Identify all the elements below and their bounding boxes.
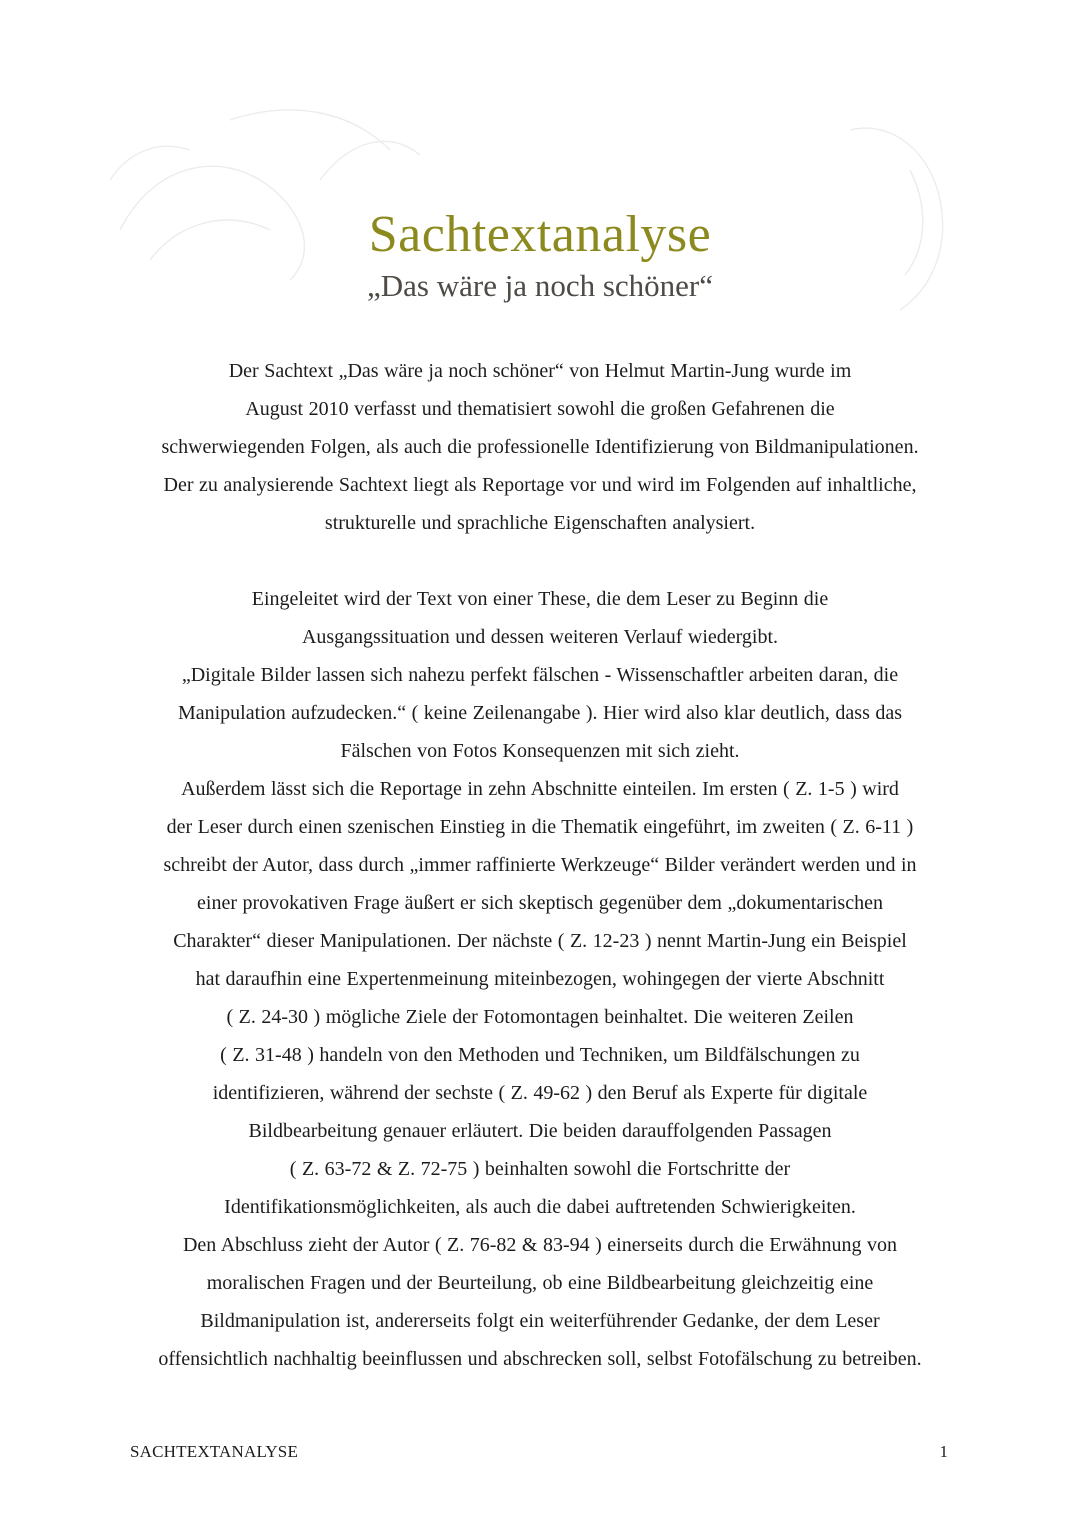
text-line: ( Z. 31-48 ) handeln von den Methoden und Techniken, um Bildfälschungen zu [220,1044,860,1066]
text-line: ( Z. 24-30 ) mögliche Ziele der Fotomontagen beinhaltet. Die weiteren Zeilen [226,1006,854,1028]
text-line: Bildmanipulation ist, andererseits folgt ein weiterführender Gedanke, der dem Leser [200,1310,880,1332]
text-line: Manipulation aufzudecken.“ ( keine Zeilenangabe ). Hier wird also klar deutlich, dass das [177,702,903,724]
text-line: strukturelle und sprachliche Eigenschaften analysiert. [324,512,756,534]
footer-running-title: SACHTEXTANALYSE [130,1442,299,1461]
text-line: ( Z. 63-72 & Z. 72-75 ) beinhalten sowohl die Fortschritte der [289,1158,791,1180]
text-line: Ausgangssituation und dessen weiteren Verlauf wiedergibt. [301,626,779,648]
paragraph-gap [120,542,960,580]
text-line: August 2010 verfasst und thematisiert sowohl die großen Gefahrenen die [245,398,835,420]
text-line: „Digitale Bilder lassen sich nahezu perfekt fälschen - Wissenschaftler arbeiten daran, die [181,664,899,686]
text-line: offensichtlich nachhaltig beeinflussen und abschrecken soll, selbst Fotofälschung zu betreiben. [158,1348,922,1370]
text-line: Eingeleitet wird der Text von einer These, die dem Leser zu Beginn die [251,588,829,610]
text-line: der Leser durch einen szenischen Einstieg in die Thematik eingeführt, im zweiten ( Z. 6-11 ) [166,816,914,838]
text-line: Charakter“ dieser Manipulationen. Der nächste ( Z. 12-23 ) nennt Martin-Jung ein Beispiel [173,930,907,952]
document-title: Sachtextanalyse [368,206,712,263]
text-line: hat daraufhin eine Expertenmeinung miteinbezogen, wohingegen der vierte Abschnitt [195,968,885,990]
text-line: Fälschen von Fotos Konsequenzen mit sich zieht. [340,740,740,762]
text-line: Identifikationsmöglichkeiten, als auch die dabei auftretenden Schwierigkeiten. [224,1196,856,1218]
text-line: Außerdem lässt sich die Reportage in zehn Abschnitte einteilen. Im ersten ( Z. 1-5 ) wird [181,778,899,800]
text-line: einer provokativen Frage äußert er sich skeptisch gegenüber dem „dokumentarischen [197,892,883,914]
page-number: 1 [939,1442,948,1461]
body-text [120,352,960,1378]
text-line: Der Sachtext „Das wäre ja noch schöner“ von Helmut Martin-Jung wurde im [228,360,852,382]
text-line: schwerwiegenden Folgen, als auch die professionelle Identifizierung von Bildmanipulationen. [161,436,919,458]
document-subtitle: „Das wäre ja noch schöner“ [367,268,713,303]
text-line: moralischen Fragen und der Beurteilung, ob eine Bildbearbeitung gleichzeitig eine [206,1272,874,1294]
text-line: Bildbearbeitung genauer erläutert. Die beiden darauffolgenden Passagen [248,1120,832,1142]
text-line: Den Abschluss zieht der Autor ( Z. 76-82 & 83-94 ) einerseits durch die Erwähnung von [182,1234,897,1256]
text-line: Der zu analysierende Sachtext liegt als Reportage vor und wird im Folgenden auf inhaltliche, [163,474,917,496]
text-line: schreibt der Autor, dass durch „immer raffinierte Werkzeuge“ Bilder verändert werden und in [163,854,917,876]
text-line: identifizieren, während der sechste ( Z. 49-62 ) den Beruf als Experte für digitale [212,1082,868,1104]
